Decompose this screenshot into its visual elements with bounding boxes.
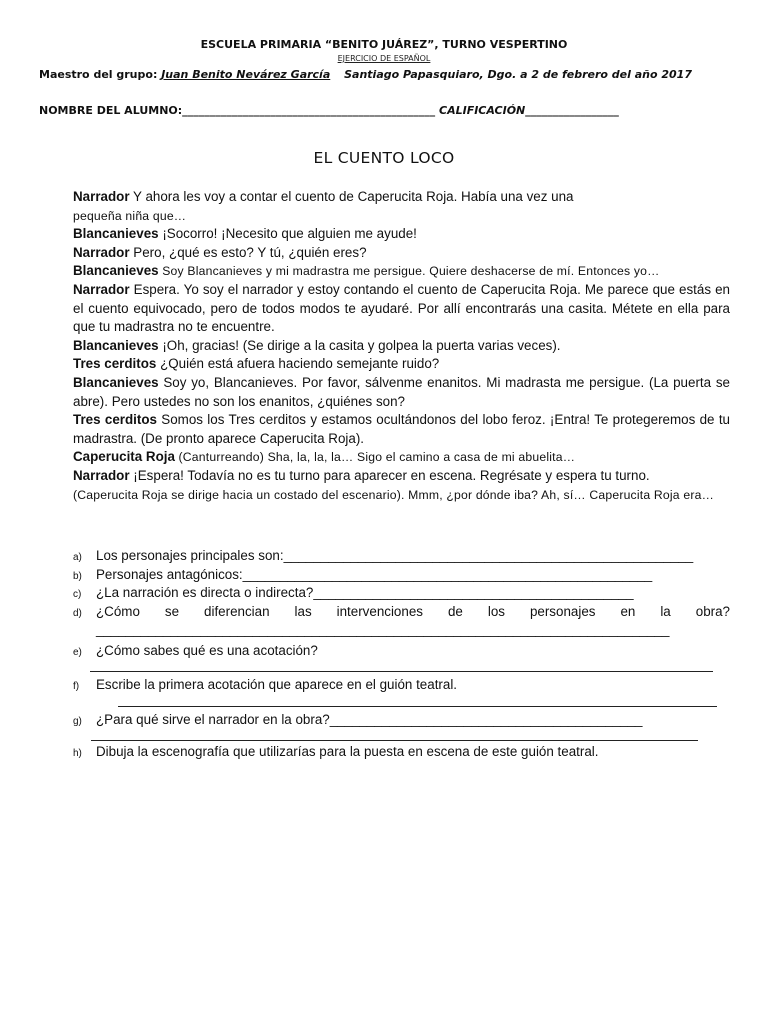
line-text: ¿Quién está afuera haciendo semejante ruido? [156, 356, 440, 372]
question-letter: h) [73, 747, 82, 759]
question-text: Escribe la primera acotación que aparece en el guión teatral. [96, 676, 458, 692]
line-text: Soy yo, Blancanieves. Por favor, sálvenme enanitos. Mi madrasta me persigue. (La puerta se abre). Pero ustedes no son los enanitos, ¿quiénes son? [73, 374, 730, 409]
student-name-label: NOMBRE DEL ALUMNO:______________________________________________ [39, 104, 436, 117]
line-text: Somos los Tres cerditos y estamos ocultándonos del lobo feroz. ¡Entra! Te protegeremos de tu madrastra. (De pronto aparece Caperucita Roja). [73, 412, 731, 446]
question-item [73, 711, 730, 730]
questions-list [73, 547, 730, 761]
dialogue-line [73, 374, 730, 411]
dialogue-line [73, 467, 730, 486]
speaker: Blancanieves [73, 337, 159, 353]
line-text: pequeña niña que… [73, 208, 187, 223]
question-item [73, 603, 730, 640]
dialogue-line [73, 448, 730, 467]
dialogue-line [73, 207, 730, 226]
speaker: Tres cerditos [73, 412, 157, 428]
question-letter: d) [73, 607, 82, 619]
question-letter: c) [73, 589, 82, 601]
question-item [73, 676, 730, 695]
line-text: Espera. Yo soy el narrador y estoy contando el cuento de Caperucita Roja. Me parece que estás en el cuento equivocado, pero de todos modos te ayudaré. Por allí encontrarás una casita. Métete en ella para que tu madrastra no te encuentre. [73, 281, 730, 335]
exercise-subtitle: EJERCICIO DE ESPAÑOL [337, 54, 431, 63]
dialogue-line [73, 486, 730, 505]
dialogue-block [73, 188, 730, 504]
dialogue-line [73, 188, 730, 207]
line-text: Soy Blancanieves y mi madrastra me persigue. Quiere deshacerse de mí. Entonces yo… [158, 264, 660, 279]
dialogue-line [73, 281, 730, 337]
speaker: Blancanieves [73, 374, 159, 390]
question-text: ¿La narración es directa o indirecta?___________________________________________ [96, 585, 634, 601]
student-line [39, 104, 619, 117]
speaker: Tres cerditos [73, 356, 157, 372]
question-letter: f) [73, 680, 80, 692]
teacher-line [39, 68, 692, 81]
question-text: ¿Cómo se diferencian las intervenciones de los personajes en la obra?_____________________________________________________________________________ [96, 603, 730, 638]
question-item [73, 642, 730, 661]
speaker: Narrador [73, 467, 130, 483]
speaker: Caperucita Roja [73, 449, 175, 465]
question-text: ¿Cómo sabes qué es una acotación? [96, 642, 318, 658]
place-date: Santiago Papasquiaro, Dgo. a 2 de febrero del año 2017 [344, 68, 692, 81]
school-name: ESCUELA PRIMARIA “BENITO JUÁREZ”, TURNO VESPERTINO [200, 38, 568, 51]
dialogue-line [73, 411, 730, 448]
question-letter: b) [73, 570, 82, 582]
teacher-label: Maestro del grupo: [39, 68, 158, 81]
line-text: Pero, ¿qué es esto? Y tú, ¿quién eres? [129, 244, 367, 260]
line-text: ¡Oh, gracias! (Se dirige a la casita y golpea la puerta varias veces). [158, 337, 561, 353]
question-text: Los personajes principales son:_______________________________________________________ [96, 548, 694, 563]
question-item [73, 743, 730, 762]
question-item [73, 584, 730, 603]
question-text: ¿Para qué sirve el narrador en la obra?__________________________________________ [96, 712, 643, 728]
dialogue-line [73, 262, 730, 281]
line-text: (Caperucita Roja se dirige hacia un costado del escenario). Mmm, ¿por dónde iba? Ah, sí… Caperucita Roja era… [73, 487, 714, 502]
speaker: Blancanieves [73, 226, 159, 242]
line-text: Y ahora les voy a contar el cuento de Caperucita Roja. Había una vez una [129, 189, 574, 204]
story-title: EL CUENTO LOCO [313, 149, 455, 167]
teacher-name: Juan Benito Nevárez García [161, 68, 331, 81]
dialogue-line [73, 337, 730, 356]
question-letter: e) [73, 646, 82, 658]
question-text: Dibuja la escenografía que utilizarías para la puesta en escena de este guión teatral. [96, 743, 599, 759]
speaker: Blancanieves [73, 263, 159, 279]
line-text: (Canturreando) Sha, la, la, la… Sigo el camino a casa de mi abuelita… [174, 450, 576, 465]
speaker: Narrador [73, 244, 130, 260]
dialogue-line [73, 355, 730, 374]
dialogue-line [73, 225, 730, 244]
speaker: Narrador [73, 281, 130, 297]
question-letter: g) [73, 716, 82, 728]
speaker: Narrador [73, 189, 130, 204]
question-item [73, 566, 730, 585]
dialogue-line [73, 244, 730, 263]
question-text: Personajes antagónicos:_______________________________________________________ [96, 566, 653, 582]
grade-label: CALIFICACIÓN_________________ [439, 104, 619, 117]
answer-line[interactable] [118, 692, 717, 707]
question-item [73, 547, 730, 566]
line-text: ¡Espera! Todavía no es tu turno para aparecer en escena. Regrésate y espera tu turno. [129, 467, 650, 483]
question-letter: a) [73, 552, 82, 563]
line-text: ¡Socorro! ¡Necesito que alguien me ayude! [158, 226, 417, 242]
